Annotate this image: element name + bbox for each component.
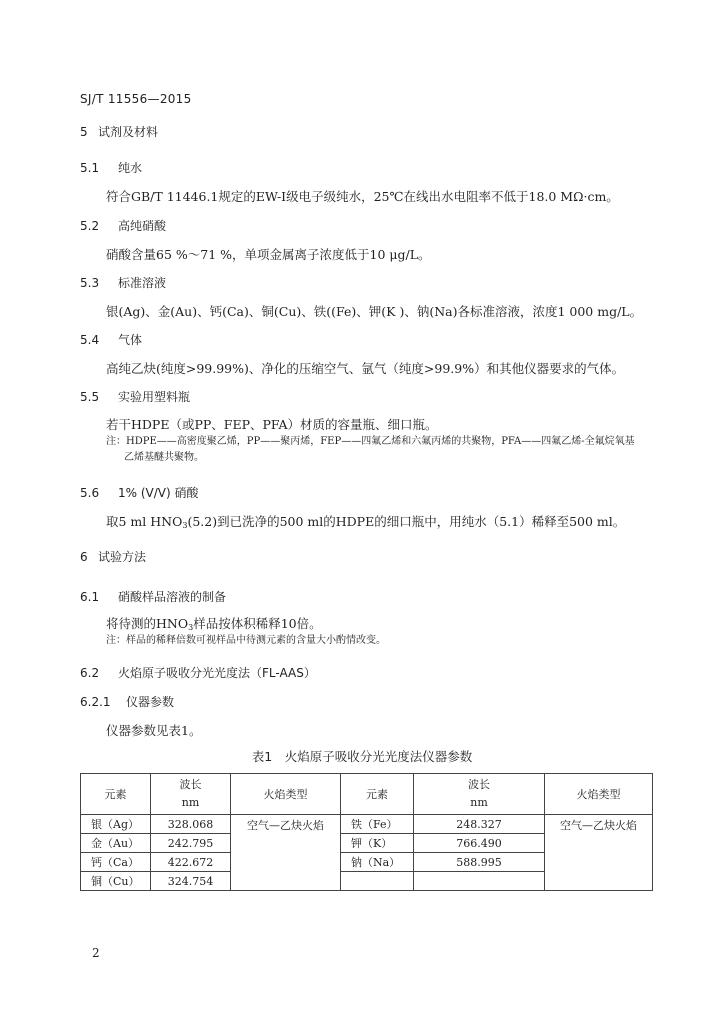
section-5-1-body: 符合GB/T 11446.1规定的EW-Ⅰ级电子级纯水，25℃在线出水电阻率不低于18.0 MΩ·cm。 (106, 189, 619, 204)
body-text: 将待测的HNO (106, 616, 189, 631)
page-number: 2 (92, 946, 100, 960)
cell-wavelength: 328.068 (151, 815, 231, 834)
header-flame: 火焰类型 (231, 774, 341, 815)
header-element: 元素 (81, 774, 151, 815)
section-number: 5 (80, 125, 88, 139)
section-5-4-body: 高纯乙炔(纯度>99.99%)、净化的压缩空气、氩气（纯度>99.9%）和其他仪器要求的气体。 (106, 361, 625, 376)
cell-element: 钠（Na） (341, 853, 414, 872)
section-5-4-heading (80, 331, 142, 348)
section-number: 5.4 (80, 333, 100, 347)
section-5-5-body: 若干HDPE（或PP、FEP、PFA）材质的容量瓶、细口瓶。 (106, 417, 438, 432)
header-wavelength (414, 774, 545, 815)
section-title: 试验方法 (98, 550, 147, 564)
section-6-1-body (106, 614, 322, 632)
header-wavelength-label: 波长 (468, 778, 490, 791)
instrument-parameter-table (80, 773, 653, 891)
cell-empty (341, 872, 414, 891)
subscript: 3 (182, 521, 188, 530)
cell-wavelength: 766.490 (414, 834, 545, 853)
section-number: 6.2.1 (80, 695, 111, 709)
section-number: 5.6 (80, 486, 100, 500)
section-title: 高纯硝酸 (118, 219, 167, 233)
header-wavelength-label: 波长 (179, 778, 202, 791)
section-title: 仪器参数 (126, 695, 175, 709)
section-5-6-body (106, 512, 625, 530)
section-5-2-heading (80, 217, 166, 234)
body-text: 样品按体积稀释10倍。 (193, 616, 322, 631)
section-title: 试剂及材料 (98, 125, 159, 139)
section-number: 6.2 (80, 666, 100, 680)
cell-wavelength: 324.754 (151, 872, 231, 891)
cell-flame-type: 空气—乙炔火焰 (231, 815, 341, 891)
section-number: 6 (80, 550, 88, 564)
section-6-2-heading (80, 664, 316, 681)
section-5-3-body: 银(Ag)、金(Au)、钙(Ca)、铜(Cu)、铁((Fe)、钾(K )、钠(Na)各标准溶液，浓度1 000 mg/L。 (106, 304, 643, 319)
body-text: (5.2)到已洗净的500 ml的HDPE的细口瓶中，用纯水（5.1）稀释至500 ml。 (187, 514, 626, 529)
section-title: 标准溶液 (118, 276, 167, 290)
header-wavelength (151, 774, 231, 815)
section-title: 硝酸样品溶液的制备 (118, 590, 227, 604)
table-row (81, 815, 653, 834)
section-6-2-1-heading (80, 693, 174, 710)
section-6-2-1-body: 仪器参数见表1。 (106, 723, 202, 738)
cell-wavelength: 588.995 (414, 853, 545, 872)
section-5-5-heading (80, 388, 190, 405)
section-5-6-heading (80, 484, 199, 501)
cell-element: 铁（Fe） (341, 815, 414, 834)
section-number: 5.3 (80, 276, 100, 290)
section-6-heading (80, 548, 146, 565)
header-wavelength-unit: nm (181, 796, 200, 809)
standard-id: SJ/T 11556—2015 (80, 92, 192, 106)
section-number: 5.2 (80, 219, 100, 233)
table-caption: 表1 火焰原子吸收分光光度法仪器参数 (251, 749, 473, 764)
cell-element: 钾（K） (341, 834, 414, 853)
section-number: 5.5 (80, 390, 100, 404)
section-5-3-heading (80, 274, 166, 291)
section-5-2-body: 硝酸含量65 %～71 %，单项金属离子浓度低于10 μg/L。 (106, 247, 431, 262)
section-6-1-heading (80, 588, 226, 605)
section-5-1-heading (80, 159, 142, 176)
table-header-row (81, 774, 653, 815)
header-element: 元素 (341, 774, 414, 815)
section-5-heading (80, 123, 158, 140)
section-6-1-note: 注：样品的稀释倍数可视样品中待测元素的含量大小酌情改变。 (106, 635, 386, 646)
section-title: 实验用塑料瓶 (118, 390, 191, 404)
header-flame: 火焰类型 (545, 774, 653, 815)
section-title: 纯水 (118, 161, 143, 175)
cell-element: 金（Au） (81, 834, 151, 853)
cell-wavelength: 422.672 (151, 853, 231, 872)
body-text: 取5 ml HNO (106, 514, 183, 529)
cell-flame-type: 空气—乙炔火焰 (545, 815, 653, 891)
subscript: 3 (188, 623, 194, 632)
section-5-5-note-line1: 注：HDPE——高密度聚乙烯，PP——聚丙烯，FEP——四氟乙烯和六氟丙烯的共聚物，PFA——四氟乙烯-全氟烷氧基 (106, 436, 635, 447)
section-title: 1% (V/V) 硝酸 (118, 486, 199, 500)
cell-wavelength: 248.327 (414, 815, 545, 834)
cell-wavelength: 242.795 (151, 834, 231, 853)
section-number: 5.1 (80, 161, 100, 175)
section-5-5-note-line2: 乙烯基醚共聚物。 (124, 452, 204, 463)
section-number: 6.1 (80, 590, 100, 604)
cell-element: 钙（Ca） (81, 853, 151, 872)
cell-element: 银（Ag） (81, 815, 151, 834)
cell-empty (414, 872, 545, 891)
section-title: 气体 (118, 333, 143, 347)
header-wavelength-unit: nm (470, 796, 488, 809)
cell-element: 铜（Cu） (81, 872, 151, 891)
section-title: 火焰原子吸收分光光度法（FL-AAS） (118, 666, 316, 680)
